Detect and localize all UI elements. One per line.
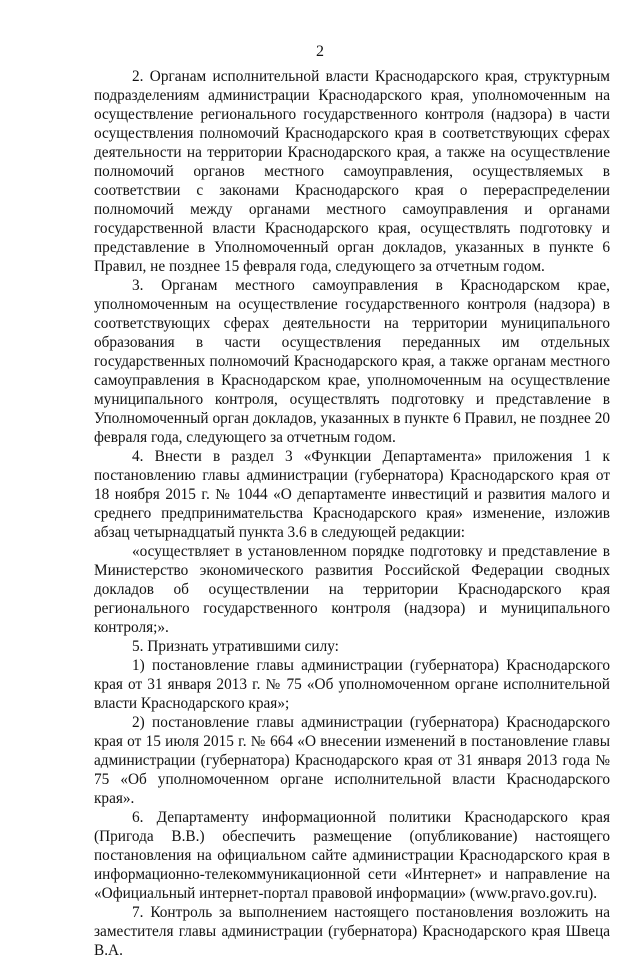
page-number: 2 (316, 43, 324, 60)
paragraph-7: 7. Контроль за выполнением настоящего постановления возложить на заместителя главы администрации (губернатора) Краснодарского края Швеца В.А. (94, 904, 610, 959)
paragraph-4: 4. Внести в раздел 3 «Функции Департамента» приложения 1 к постановлению главы администрации (губернатора) Краснодарского края от 18 ноября 2015 г. № 1044 «О департаменте инвестиций и развития малого и среднего предпринимательства Краснодарского края» изменение, изложив абзац четырнадцатый пункта 3.6 в следующей редакции: (94, 448, 610, 541)
paragraph-5-item-1: 1) постановление главы администрации (губернатора) Краснодарского края от 31 января 2013 г. № 75 «Об уполномоченном органе исполнительной власти Краснодарского края»; (94, 657, 610, 712)
paragraph-3: 3. Органам местного самоуправления в Краснодарском крае, уполномоченным на осуществление государственного контроля (надзора) в соответствующих сферах деятельности на территории муниципального образования в части осуществления переданных им отдельных государственных полномочий Краснодарского края, а также органам местного самоуправления в Краснодарском крае, уполномоченным на осуществление муниципального контроля, осуществлять подготовку и представление в Уполномоченный орган докладов, указанных в пункте 6 Правил, не позднее 20 февраля года, следующего за отчетным годом. (94, 277, 610, 446)
paragraph-4-quote: «осуществляет в установленном порядке подготовку и представление в Министерство экономического развития Российской Федерации сводных докладов об осуществлении на территории Краснодарского края регионального государственного контроля (надзора) и муниципального контроля;». (94, 543, 610, 636)
paragraph-5-item-2: 2) постановление главы администрации (губернатора) Краснодарского края от 15 июля 2015 г. № 664 «О внесении изменений в постановление главы администрации (губернатора) Краснодарского края от 31 января 2013 года № 75 «Об уполномоченном органе исполнительной власти Краснодарского края». (94, 714, 610, 807)
paragraph-6: 6. Департаменту информационной политики Краснодарского края (Пригода В.В.) обеспечить размещение (опубликование) настоящего постановления на официальном сайте администрации Краснодарского края в информационно-телекоммуникационной сети «Интернет» и направление на «Официальный интернет-портал правовой информации» (www.pravo.gov.ru). (94, 809, 610, 902)
paragraph-5: 5. Признать утратившими силу: (132, 638, 339, 655)
document-body (94, 67, 610, 960)
paragraph-2: 2. Органам исполнительной власти Краснодарского края, структурным подразделениям администрации Краснодарского края, уполномоченным на осуществление регионального государственного контроля (надзора) в части осуществления полномочий Краснодарского края в соответствующих сферах деятельности на территории Краснодарского края, а также на осуществление полномочий органов местного самоуправления, осуществляемых в соответствии с законами Краснодарского края о перераспределении полномочий между органами местного самоуправления и органами государственной власти Краснодарского края, осуществлять подготовку и представление в Уполномоченный орган докладов, указанных в пункте 6 Правил, не позднее 15 февраля года, следующего за отчетным годом. (94, 68, 610, 275)
